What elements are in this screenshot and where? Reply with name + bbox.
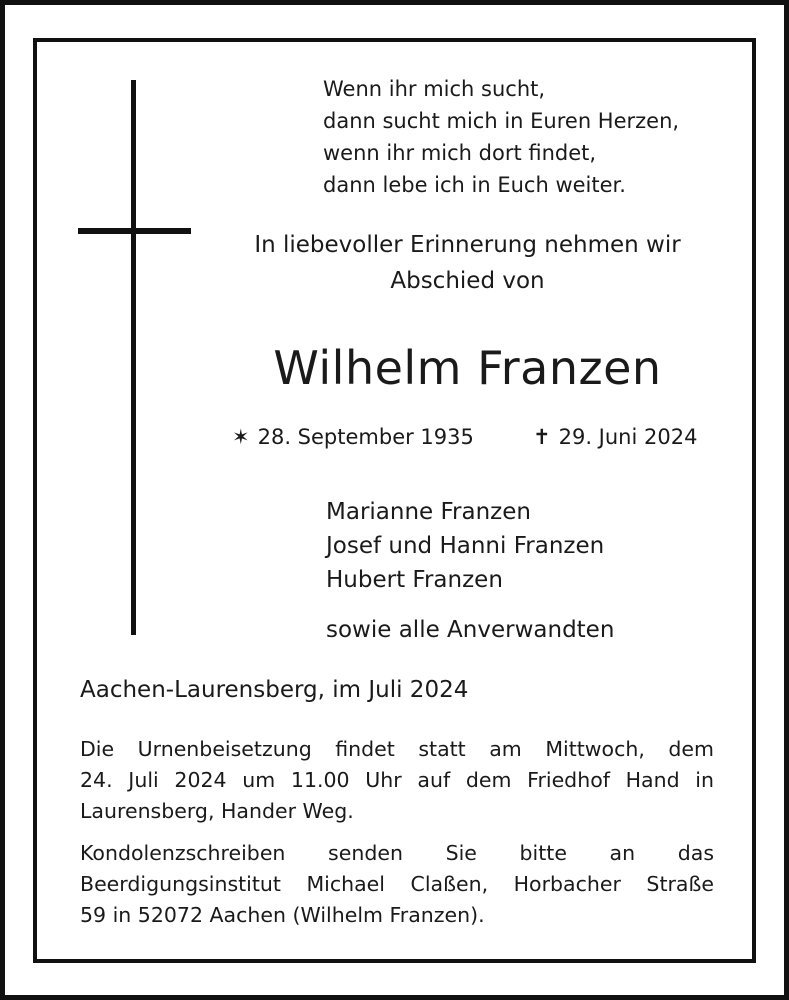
family-member: Hubert Franzen [326, 567, 503, 593]
condolence-notice-line: Beerdigungsinstitut Michael Claßen, Horbacher Straße [80, 872, 714, 896]
condolence-notice-line: 59 in 52072 Aachen (Wilhelm Franzen). [80, 903, 485, 927]
poem-line: dann lebe ich in Euch weiter. [323, 173, 626, 197]
intro-text [200, 227, 735, 299]
burial-notice-line: Die Urnenbeisetzung findet statt am Mittwoch, dem [80, 737, 714, 761]
cross-icon-horizontal-bar [78, 228, 191, 234]
intro-line: Abschied von [390, 268, 545, 294]
burial-notice-line: 24. Juli 2024 um 11.00 Uhr auf dem Friedhof Hand in [80, 768, 714, 792]
condolence-notice [80, 838, 714, 931]
family-member: Josef und Hanni Franzen [326, 533, 605, 559]
relatives-line: sowie alle Anverwandten [326, 617, 615, 643]
birth-date [232, 422, 474, 452]
cross-icon-vertical-bar [131, 80, 136, 635]
intro-line: In liebevoller Erinnerung nehmen wir [254, 232, 681, 258]
birth-date-text: 28. September 1935 [257, 425, 474, 449]
cross-icon: ✝ [533, 425, 551, 449]
family-list [326, 495, 604, 597]
poem-line: wenn ihr mich dort findet, [323, 141, 597, 165]
star-icon: ✶ [232, 425, 250, 449]
burial-notice-line: Laurensberg, Hander Weg. [80, 799, 354, 823]
place-date: Aachen-Laurensberg, im Juli 2024 [80, 677, 469, 703]
deceased-name: Wilhelm Franzen [273, 341, 662, 395]
death-date [533, 422, 697, 452]
family-member: Marianne Franzen [326, 499, 531, 525]
poem-line: Wenn ihr mich sucht, [323, 77, 546, 101]
poem-line: dann sucht mich in Euren Herzen, [323, 109, 680, 133]
poem [323, 73, 679, 201]
death-date-text: 29. Juni 2024 [558, 425, 698, 449]
condolence-notice-line: Kondolenzschreiben senden Sie bitte an das [80, 841, 714, 865]
burial-notice [80, 734, 714, 827]
